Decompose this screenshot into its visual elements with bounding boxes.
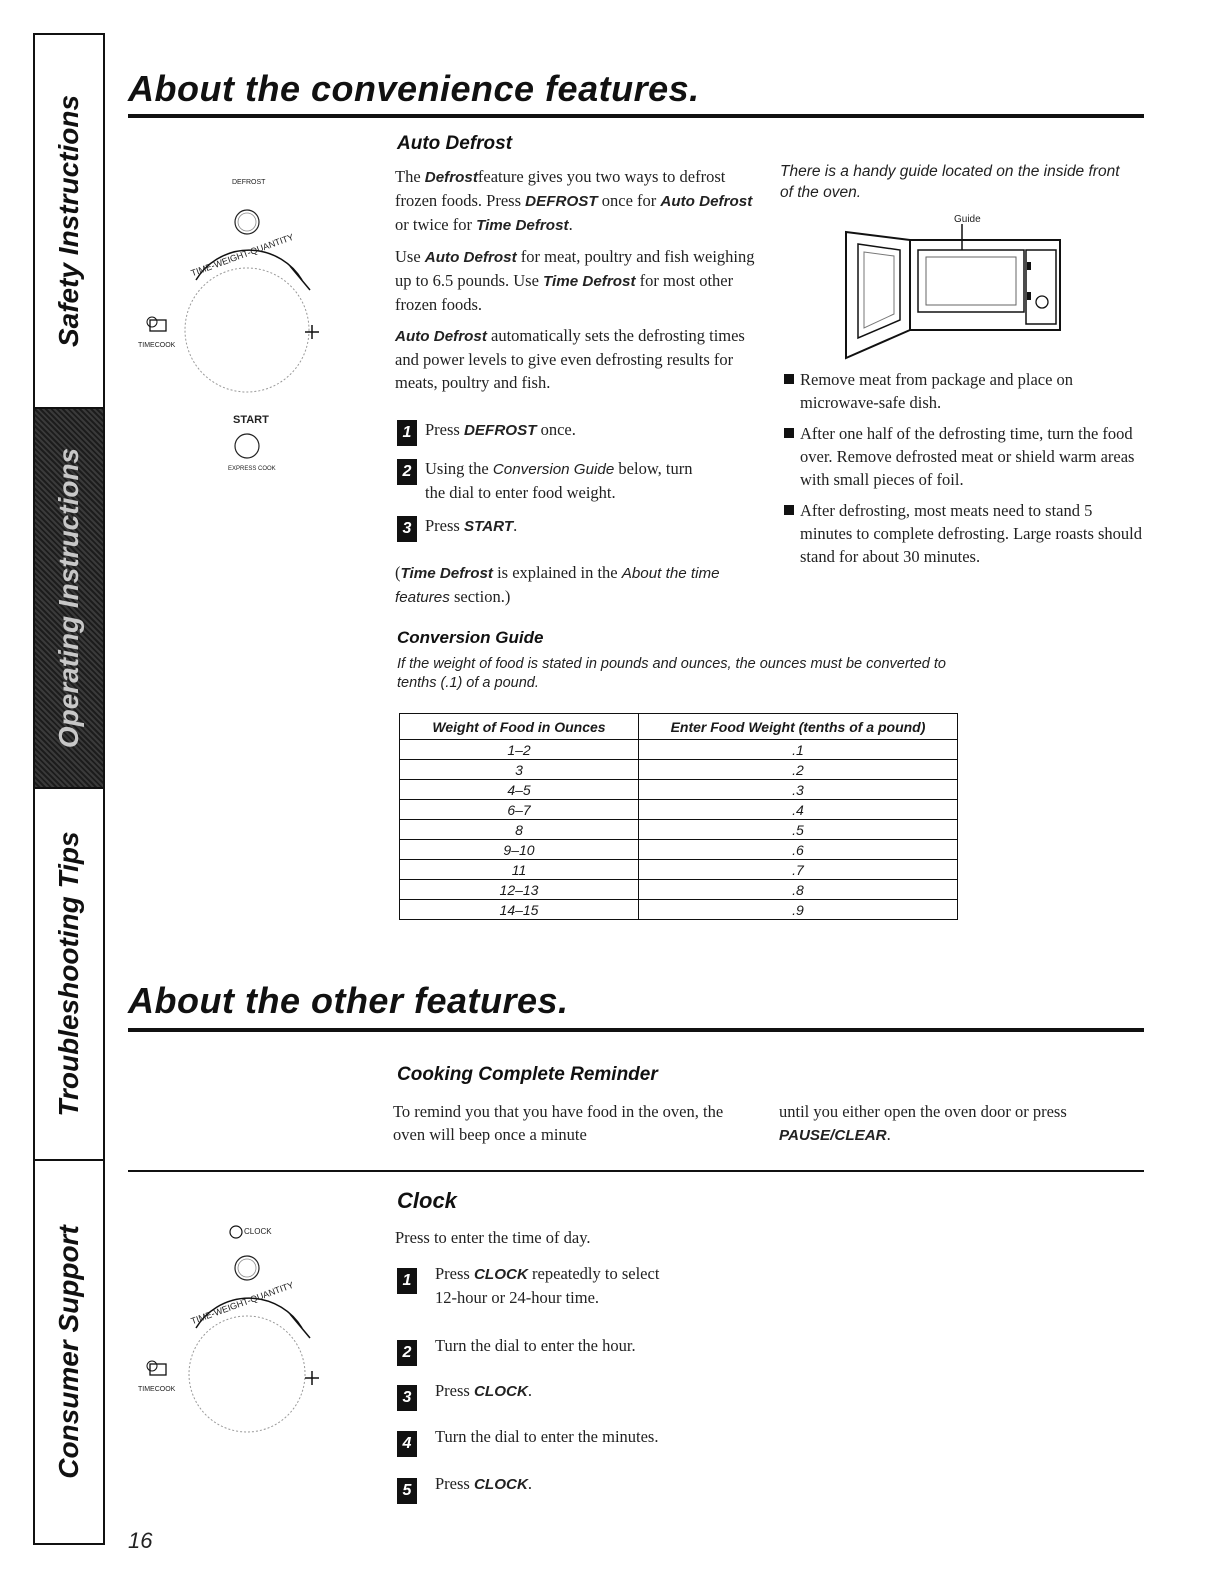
list-item: After defrosting, most meats need to stand 5 minutes to complete defrosting. Large roasts should stand for about 30 minutes. bbox=[784, 499, 1146, 568]
defrost-control-figure bbox=[130, 170, 360, 490]
guide-label: Guide bbox=[954, 214, 981, 225]
defrost-step-3: 3 Press START. bbox=[397, 514, 757, 544]
column-header: Enter Food Weight (tenths of a pound) bbox=[639, 714, 958, 740]
conversion-intro: If the weight of food is stated in pounds and ounces, the ounces must be converted to tenths (.1) of a pound. bbox=[397, 656, 946, 691]
conversion-table bbox=[399, 713, 958, 920]
list-item: After one half of the defrosting time, turn the food over. Remove defrosted meat or shield warm areas with small pieces of foil. bbox=[784, 422, 1146, 491]
reminder-left-text: To remind you that you have food in the oven, the oven will beep once a minute bbox=[393, 1102, 724, 1144]
table-row: 14–15 .9 bbox=[400, 900, 958, 920]
list-item: Remove meat from package and place on microwave-safe dish. bbox=[784, 368, 1146, 414]
tab-troubleshooting-tips[interactable]: Troubleshooting Tips bbox=[35, 789, 103, 1161]
dial-arc-label: TIME-WEIGHT-QUANTITY bbox=[189, 1279, 295, 1327]
auto-defrost-p1: The Defrostfeature gives you two ways to defrost frozen foods. Press DEFROST once for Auto Defrost or twice for Time Defrost. bbox=[395, 167, 753, 234]
clock-step-3: 3 Press CLOCK. bbox=[397, 1379, 897, 1409]
table-row: 12–13 .8 bbox=[400, 880, 958, 900]
dial-arc-label: TIME-WEIGHT-QUANTITY bbox=[189, 231, 295, 279]
tab-safety-instructions[interactable]: Safety Instructions bbox=[35, 35, 103, 409]
table-row: 11 .7 bbox=[400, 860, 958, 880]
auto-defrost-p2: Use Auto Defrost for meat, poultry and fish weighing up to 6.5 pounds. Use Time Defrost for most other frozen foods. bbox=[395, 247, 755, 314]
clock-button-label: CLOCK bbox=[244, 1227, 272, 1236]
step-number-badge: 1 bbox=[397, 1268, 417, 1294]
clock-intro: Press to enter the time of day. bbox=[395, 1228, 591, 1247]
timecook-label: TIMECOOK bbox=[138, 342, 176, 349]
express-cook-label: EXPRESS COOK bbox=[228, 466, 276, 472]
column-header: Weight of Food in Ounces bbox=[400, 714, 639, 740]
timecook-label: TIMECOOK bbox=[138, 1386, 176, 1393]
step-number-badge: 2 bbox=[397, 459, 417, 485]
table-row: 6–7 .4 bbox=[400, 800, 958, 820]
tab-consumer-support[interactable]: Consumer Support bbox=[53, 1225, 84, 1479]
table-row: 8 .5 bbox=[400, 820, 958, 840]
auto-defrost-title: Auto Defrost bbox=[397, 133, 513, 154]
step-number-badge: 1 bbox=[397, 420, 417, 446]
defrost-button-label: DEFROST bbox=[232, 179, 266, 186]
table-header-row bbox=[400, 714, 958, 740]
reminder-right-text: until you either open the oven door or press PAUSE/CLEAR. bbox=[779, 1102, 1067, 1144]
table-row: 1–2 .1 bbox=[400, 740, 958, 760]
table-row: 4–5 .3 bbox=[400, 780, 958, 800]
clock-title: Clock bbox=[397, 1188, 457, 1213]
table-row: 9–10 .6 bbox=[400, 840, 958, 860]
section-heading-other: About the other features. bbox=[128, 980, 569, 1021]
tab-operating-instructions[interactable]: Operating Instructions bbox=[35, 409, 103, 789]
defrost-tips-list bbox=[784, 368, 1146, 576]
step-number-badge: 5 bbox=[397, 1478, 417, 1504]
clock-step-2: 2 Turn the dial to enter the hour. bbox=[397, 1334, 897, 1364]
reminder-title: Cooking Complete Reminder bbox=[397, 1064, 658, 1085]
heading-rule bbox=[128, 1028, 1144, 1032]
oven-illustration bbox=[840, 210, 1070, 365]
page-number: 16 bbox=[128, 1528, 153, 1553]
section-tab-strip bbox=[33, 33, 105, 1545]
guide-note: There is a handy guide located on the inside front of the oven. bbox=[780, 163, 1120, 201]
step-number-badge: 3 bbox=[397, 1385, 417, 1411]
step-number-badge: 2 bbox=[397, 1340, 417, 1366]
auto-defrost-body bbox=[395, 165, 755, 402]
auto-defrost-p3: Auto Defrost automatically sets the defrosting times and power levels to give even defrosting results for meats, poultry and fish. bbox=[395, 326, 745, 392]
subsection-rule bbox=[128, 1170, 1144, 1172]
clock-control-figure bbox=[130, 1218, 360, 1438]
heading-rule bbox=[128, 114, 1144, 118]
section-heading-convenience: About the convenience features. bbox=[128, 68, 700, 109]
clock-step-5: 5 Press CLOCK. bbox=[397, 1472, 897, 1502]
step-number-badge: 3 bbox=[397, 516, 417, 542]
conversion-guide-title: Conversion Guide bbox=[397, 628, 544, 647]
step-number-badge: 4 bbox=[397, 1431, 417, 1457]
defrost-step-2: 2 Using the Conversion Guide below, turn the dial to enter food weight. bbox=[397, 457, 757, 507]
defrost-step-1: 1 Press DEFROST once. bbox=[397, 418, 757, 448]
clock-step-4: 4 Turn the dial to enter the minutes. bbox=[397, 1425, 897, 1455]
table-row: 3 .2 bbox=[400, 760, 958, 780]
clock-step-1: 1 Press CLOCK repeatedly to select 12-hour or 24-hour time. bbox=[397, 1262, 897, 1312]
start-label: START bbox=[233, 414, 269, 426]
time-defrost-note: (Time Defrost is explained in the About the time features section.) bbox=[395, 563, 720, 606]
